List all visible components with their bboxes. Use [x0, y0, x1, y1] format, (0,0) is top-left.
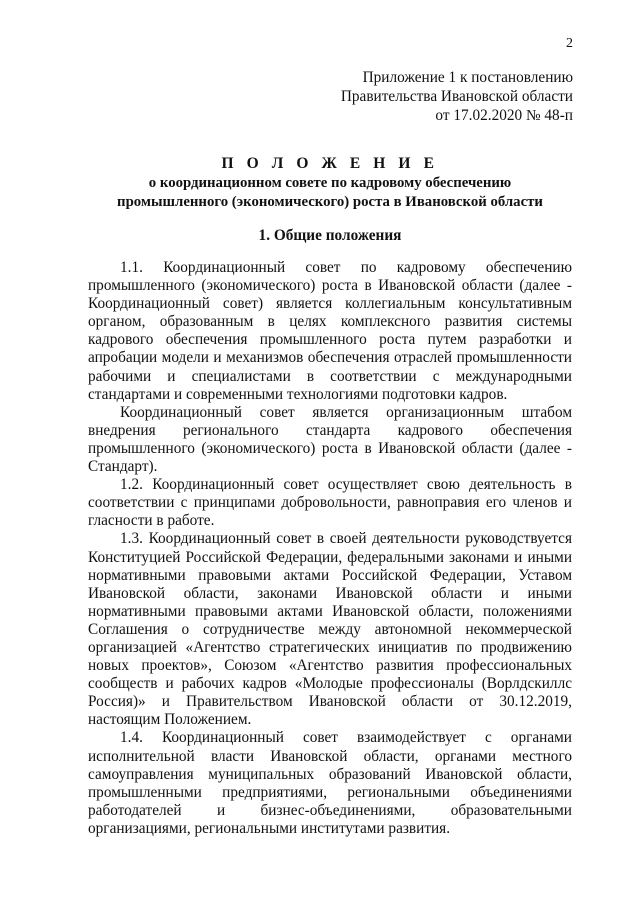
paragraph: Координационный совет является организационным штабом внедрения регионального стандарта кадрового обеспечения промышленного (экономического) роста в Ивановской области (далее - Стандарт). [88, 403, 572, 476]
document-subtitle: о координационном совете по кадровому обеспечению [148, 175, 512, 191]
paragraph: 1.3. Координационный совет в своей деятельности руководствуется Конституцией Российской Федерации, федеральными законами и иными нормативными правовыми актами Российской Федерации, Уставом Ивановской области, законами Ивановской области и иными нормативными правовыми актами Ивановской области, положениями Соглашения о сотрудничестве между автономной некоммерческой организацией «Агентство стратегических инициатив по продвижению новых проектов», Союзом «Агентство развития профессиональных сообществ и рабочих кадров «Молодые профессионалы (Ворлдскиллс Россия)» и Правительством Ивановской области от 30.12.2019, настоящим Положением. [88, 530, 572, 729]
document-title: П О Л О Ж Е Н И Е [221, 155, 439, 172]
document-body [88, 259, 572, 838]
document-subtitle: промышленного (экономического) роста в Ивановской области [117, 194, 543, 210]
title-block [88, 154, 572, 212]
paragraph: 1.1. Координационный совет по кадровому обеспечению промышленного (экономического) роста в Ивановской области (далее - Координационный совет) является коллегиальным консультативным органом, образованным в целях комплексного развития системы кадрового обеспечения промышленного роста путем разработки и апробации модели и механизмов обеспечения отраслей промышленности рабочими и специалистами в соответствии с международными стандартами и современными технологиями подготовки кадров. [88, 259, 572, 403]
paragraph: 1.2. Координационный совет осуществляет свою деятельность в соответствии с принципами добровольности, равноправия его членов и гласности в работе. [88, 476, 572, 530]
paragraph: 1.4. Координационный совет взаимодействует с органами исполнительной власти Ивановской области, органами местного самоуправления муниципальных образований Ивановской области, промышленными предприятиями, региональными объединениями работодателей и бизнес-объединениями, образовательными организациями, региональными институтами развития. [88, 729, 572, 837]
appendix-header [341, 68, 573, 125]
appendix-line: Приложение 1 к постановлению [362, 69, 573, 86]
page-number: 2 [566, 36, 573, 51]
section-heading: 1. Общие положения [258, 227, 402, 244]
appendix-line: от 17.02.2020 № 48-п [435, 107, 573, 124]
appendix-line: Правительства Ивановской области [340, 88, 573, 105]
